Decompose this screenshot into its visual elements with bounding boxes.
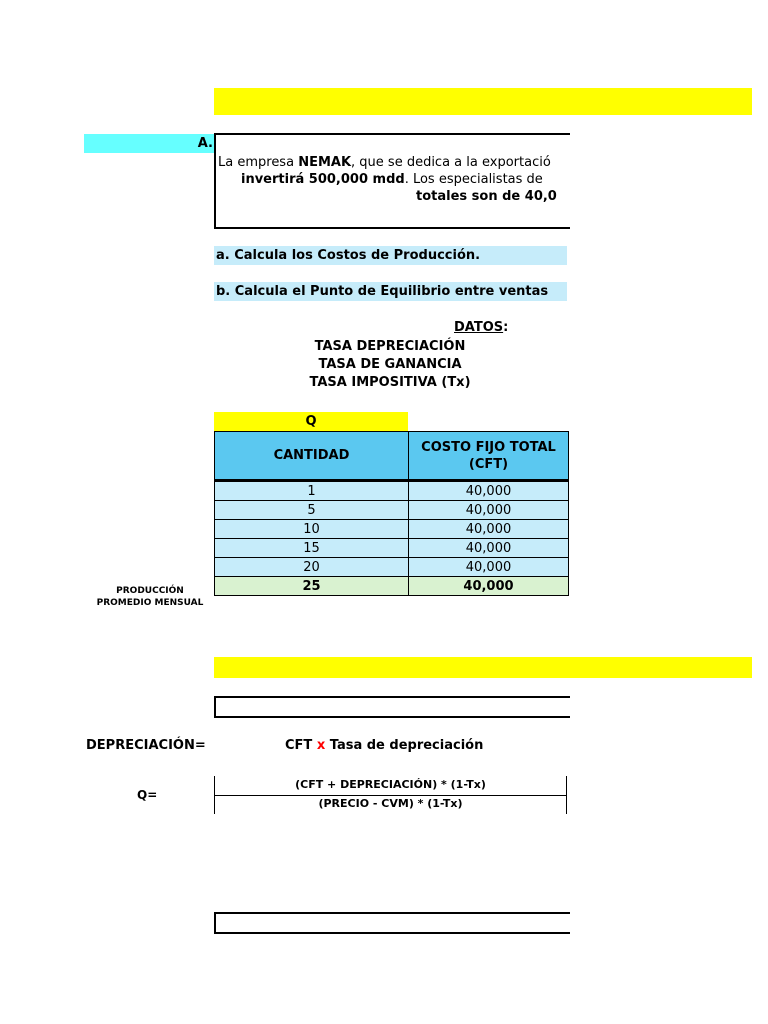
intro-line-1 [218,155,551,170]
cell-cft: 40,000 [409,481,569,501]
table-row [215,520,569,539]
average-label-line1: PRODUCCIÓN [116,586,184,596]
depreciacion-formula [285,738,483,753]
table-header-row [215,432,569,481]
section-a-label [84,134,214,153]
cell-cantidad-average: 25 [215,577,409,596]
q-formula-label [137,788,157,802]
header-cantidad-text: CANTIDAD [273,448,350,463]
top-yellow-banner [214,88,752,115]
cost-table [214,431,569,596]
intro-company-name: NEMAK [298,155,352,170]
table-row [215,501,569,520]
intro-totals: totales son de 40,0 [416,189,557,204]
cell-cft: 40,000 [409,539,569,558]
datos-item-depreciacion [290,339,490,354]
section-a-text: A. [197,136,213,151]
datos-colon: : [503,320,509,335]
average-label-line2: PROMEDIO MENSUAL [96,598,204,608]
intro-line-3 [416,189,557,204]
intro-line1-post: , que se dedica a la exportació [351,155,551,170]
datos-title [454,320,508,335]
q-header-text: Q [305,414,317,429]
cell-cantidad: 10 [215,520,409,539]
question-a [214,246,567,265]
datos-item-ganancia [290,357,490,372]
average-row-label [84,585,216,609]
datos-item-text: TASA DEPRECIACIÓN [314,339,466,354]
formula-cft: CFT [285,738,313,753]
intro-line1-pre: La empresa [218,155,299,170]
q-denominator-text: (PRECIO - CVM) * (1-Tx) [318,797,463,810]
depreciacion-label [86,738,206,753]
cell-cantidad: 15 [215,539,409,558]
cell-cft: 40,000 [409,520,569,539]
cell-cft: 40,000 [409,501,569,520]
q-numerator [215,778,566,791]
header-costo-fijo-text: COSTO FIJO TOTAL [421,439,556,455]
depreciacion-label-text: DEPRECIACIÓN= [86,738,206,753]
datos-item-text: TASA IMPOSITIVA (Tx) [309,375,471,390]
cell-cft-average: 40,000 [409,577,569,596]
q-denominator [215,797,566,810]
empty-box-2 [214,912,570,934]
q-header-label [214,412,408,431]
cell-cft: 40,000 [409,558,569,577]
question-a-text: a. Calcula los Costos de Producción. [216,248,481,263]
intro-box [214,133,570,229]
intro-line-2 [241,172,543,187]
cell-cantidad: 5 [215,501,409,520]
q-numerator-text: (CFT + DEPRECIACIÓN) * (1-Tx) [295,778,486,791]
header-costo-fijo [409,432,569,481]
table-row-average [215,577,569,596]
q-formula-box [214,776,567,814]
empty-box-1 [214,696,570,718]
table-row [215,558,569,577]
cell-cantidad: 20 [215,558,409,577]
table-row [215,481,569,501]
datos-item-text: TASA DE GANANCIA [318,357,462,372]
cell-cantidad: 1 [215,481,409,501]
question-b-text: b. Calcula el Punto de Equilibrio entre ventas [216,284,549,299]
intro-line2-post: . Los especialistas de [404,172,543,187]
intro-investment: invertirá 500,000 mdd [241,172,405,187]
header-cantidad [215,432,409,481]
datos-title-text: DATOS [454,320,504,335]
table-row [215,539,569,558]
question-b [214,282,567,301]
formula-tasa-depreciacion: Tasa de depreciación [329,738,484,753]
header-cft-text: (CFT) [468,456,509,472]
formula-times: x [316,738,326,753]
datos-item-impositiva [290,375,490,390]
mid-yellow-banner [214,657,752,678]
fraction-line [215,795,566,796]
q-formula-label-text: Q= [137,788,158,802]
